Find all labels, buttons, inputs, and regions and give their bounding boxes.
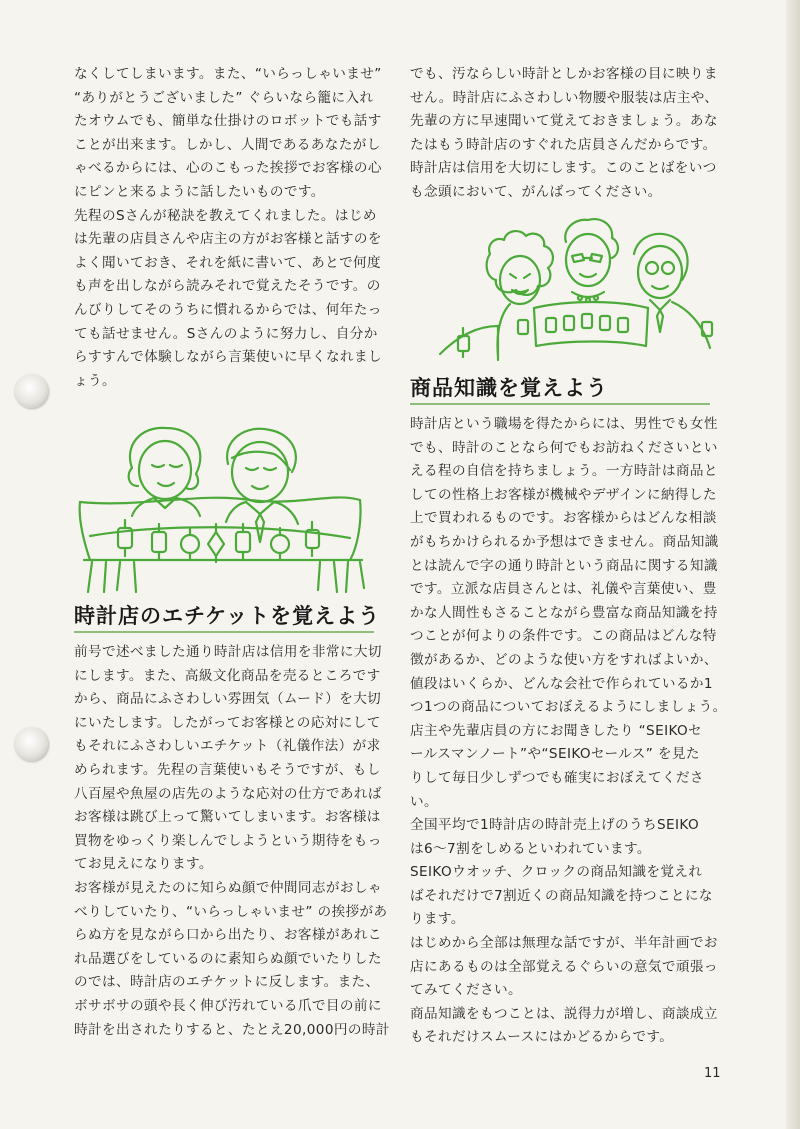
- etiquette-heading: 時計店のエチケットを覚えよう: [74, 604, 381, 628]
- clerk-right-figure: [226, 429, 298, 542]
- page-number: 11: [704, 1066, 721, 1081]
- etiquette-body-text: 前号で述べました通り時計店は信用を非常に大切 にします。また、高級文化商品を売るところです から、商品にふさわしい雰囲気（ムード）を大切 にいたします。したがってお客様との応対にして もそれにふさわしいエチケット（礼儀作法）が求 められます。先程の言葉使いもそうですが、もし 八百屋や魚屋の店先のような応対の仕方であれば お客様は跳び上って驚いてしまいます。お客様は 買物をゆっくり楽しんでしようという期待をもっ てお見えになります。 お客様が見えたのに知らぬ顔で仲間同志がおしゃ べりしていたり、“いらっしゃいませ” の挨拶があ らぬ方を見ながら口から出たり、お客様があれこ れ品選びをしているのに素知らぬ顔でいたりした のでは、時計店のエチケットに反します。また、 ボサボサの頭や長く伸び汚れている爪で目の前に 時計を出されたりすると、たとえ20,000円の時計: [74, 644, 390, 1038]
- clerk-tie-figure: [634, 234, 710, 348]
- etiquette-heading-rule: [74, 631, 374, 633]
- product-knowledge-heading: 商品知識を覚えよう: [410, 376, 608, 400]
- clerk-glasses-figure: [565, 219, 618, 302]
- left-column-intro: [74, 63, 390, 393]
- page-edge: [786, 0, 800, 1129]
- product-knowledge-body-text: 時計店という職場を得たからには、男性でも女性 でも、時計のことなら何でもお訪ねくださいとい える程の自信を持ちましょう。一方時計は商品と しての性格上お客様が機械やデザインに納得した 上で買われるものです。お客様からはどんな相談 がもちかけられるか予想はできません。商品知識 とは読んで字の通り時計という商品に関する知識 です。立派な店員さんとは、礼儀や言葉使い、豊 かな人間性もさることながら豊富な商品知識を持 つことが何よりの条件です。この商品はどんな特 徴があるか、どのような使い方をすればよいか、 値段はいくらか、どんな会社で作られているか1 つ1つの商品についておぼえるようにしましょう。 店主や先輩店員の方にお聞きしたり “SEIKOセ ールスマンノート”や“SEIKOセールス” を見た りして毎日少しずつでも確実におぼえてください。 全国平均で1時計店の時計売上げのうちSEIKO は6～7割をしめるといわれています。 SEIKOウオッチ、クロックの商品知識を覚えれ ばそれだけで7割近くの商品知識を持つことにな ります。 はじめから全部は無理な話ですが、半年計画でお 店にあるものは全部覚えるぐらいの意気で頑張っ てみてください。 商品知識をもつことは、説得力が増し、商談成立 もそれだけスムースにはかどるからです。: [410, 416, 727, 1046]
- product-knowledge-heading-rule: [410, 403, 710, 405]
- three-clerks-illustration: [438, 214, 728, 364]
- right-column-intro-text: でも、汚ならしい時計としかお客様の目に映りま せん。時計店にふさわしい物腰や服装は店主や、 先輩の方に早速聞いて覚えておきましょう。あな たはもう時計店のすぐれた店員さんだからです。 時計店は信用を大切にします。このことばをいつ も念頭において、がんばってください。: [410, 66, 719, 200]
- product-knowledge-body: [410, 413, 730, 1050]
- tray-watches: [546, 314, 628, 332]
- right-column-intro: [410, 63, 730, 205]
- binder-hole-top: [14, 374, 48, 408]
- left-column-intro-text: なくしてしまいます。また、“いらっしゃいませ” “ありがとうございました” ぐらいなら籠に入れ たオウムでも、簡単な仕掛けのロボットでも話す ことが出来ます。しかし、人間であるあなたがし ゃべるからには、心のこもった挨拶でお客様の心 にピンと来るように話したいものです。 先程のSさんが秘訣を教えてくれました。はじめ は先輩の店員さんや店主の方がお客様と話すのを よく聞いておき、それを紙に書いて、あとで何度 も声を出しながら読みそれで覚えたそうです。の んびりしてそのうちに慣れるからでは、何年たっ ても話せません。Sさんのように努力し、自分か らすすんで体験しながら言葉使いに早くなれまし ょう。: [74, 66, 382, 389]
- clerk-curly-hair-figure: [487, 231, 553, 356]
- binder-hole-bottom: [14, 727, 48, 761]
- two-clerks-illustration: [70, 420, 370, 595]
- etiquette-body: [74, 641, 390, 1042]
